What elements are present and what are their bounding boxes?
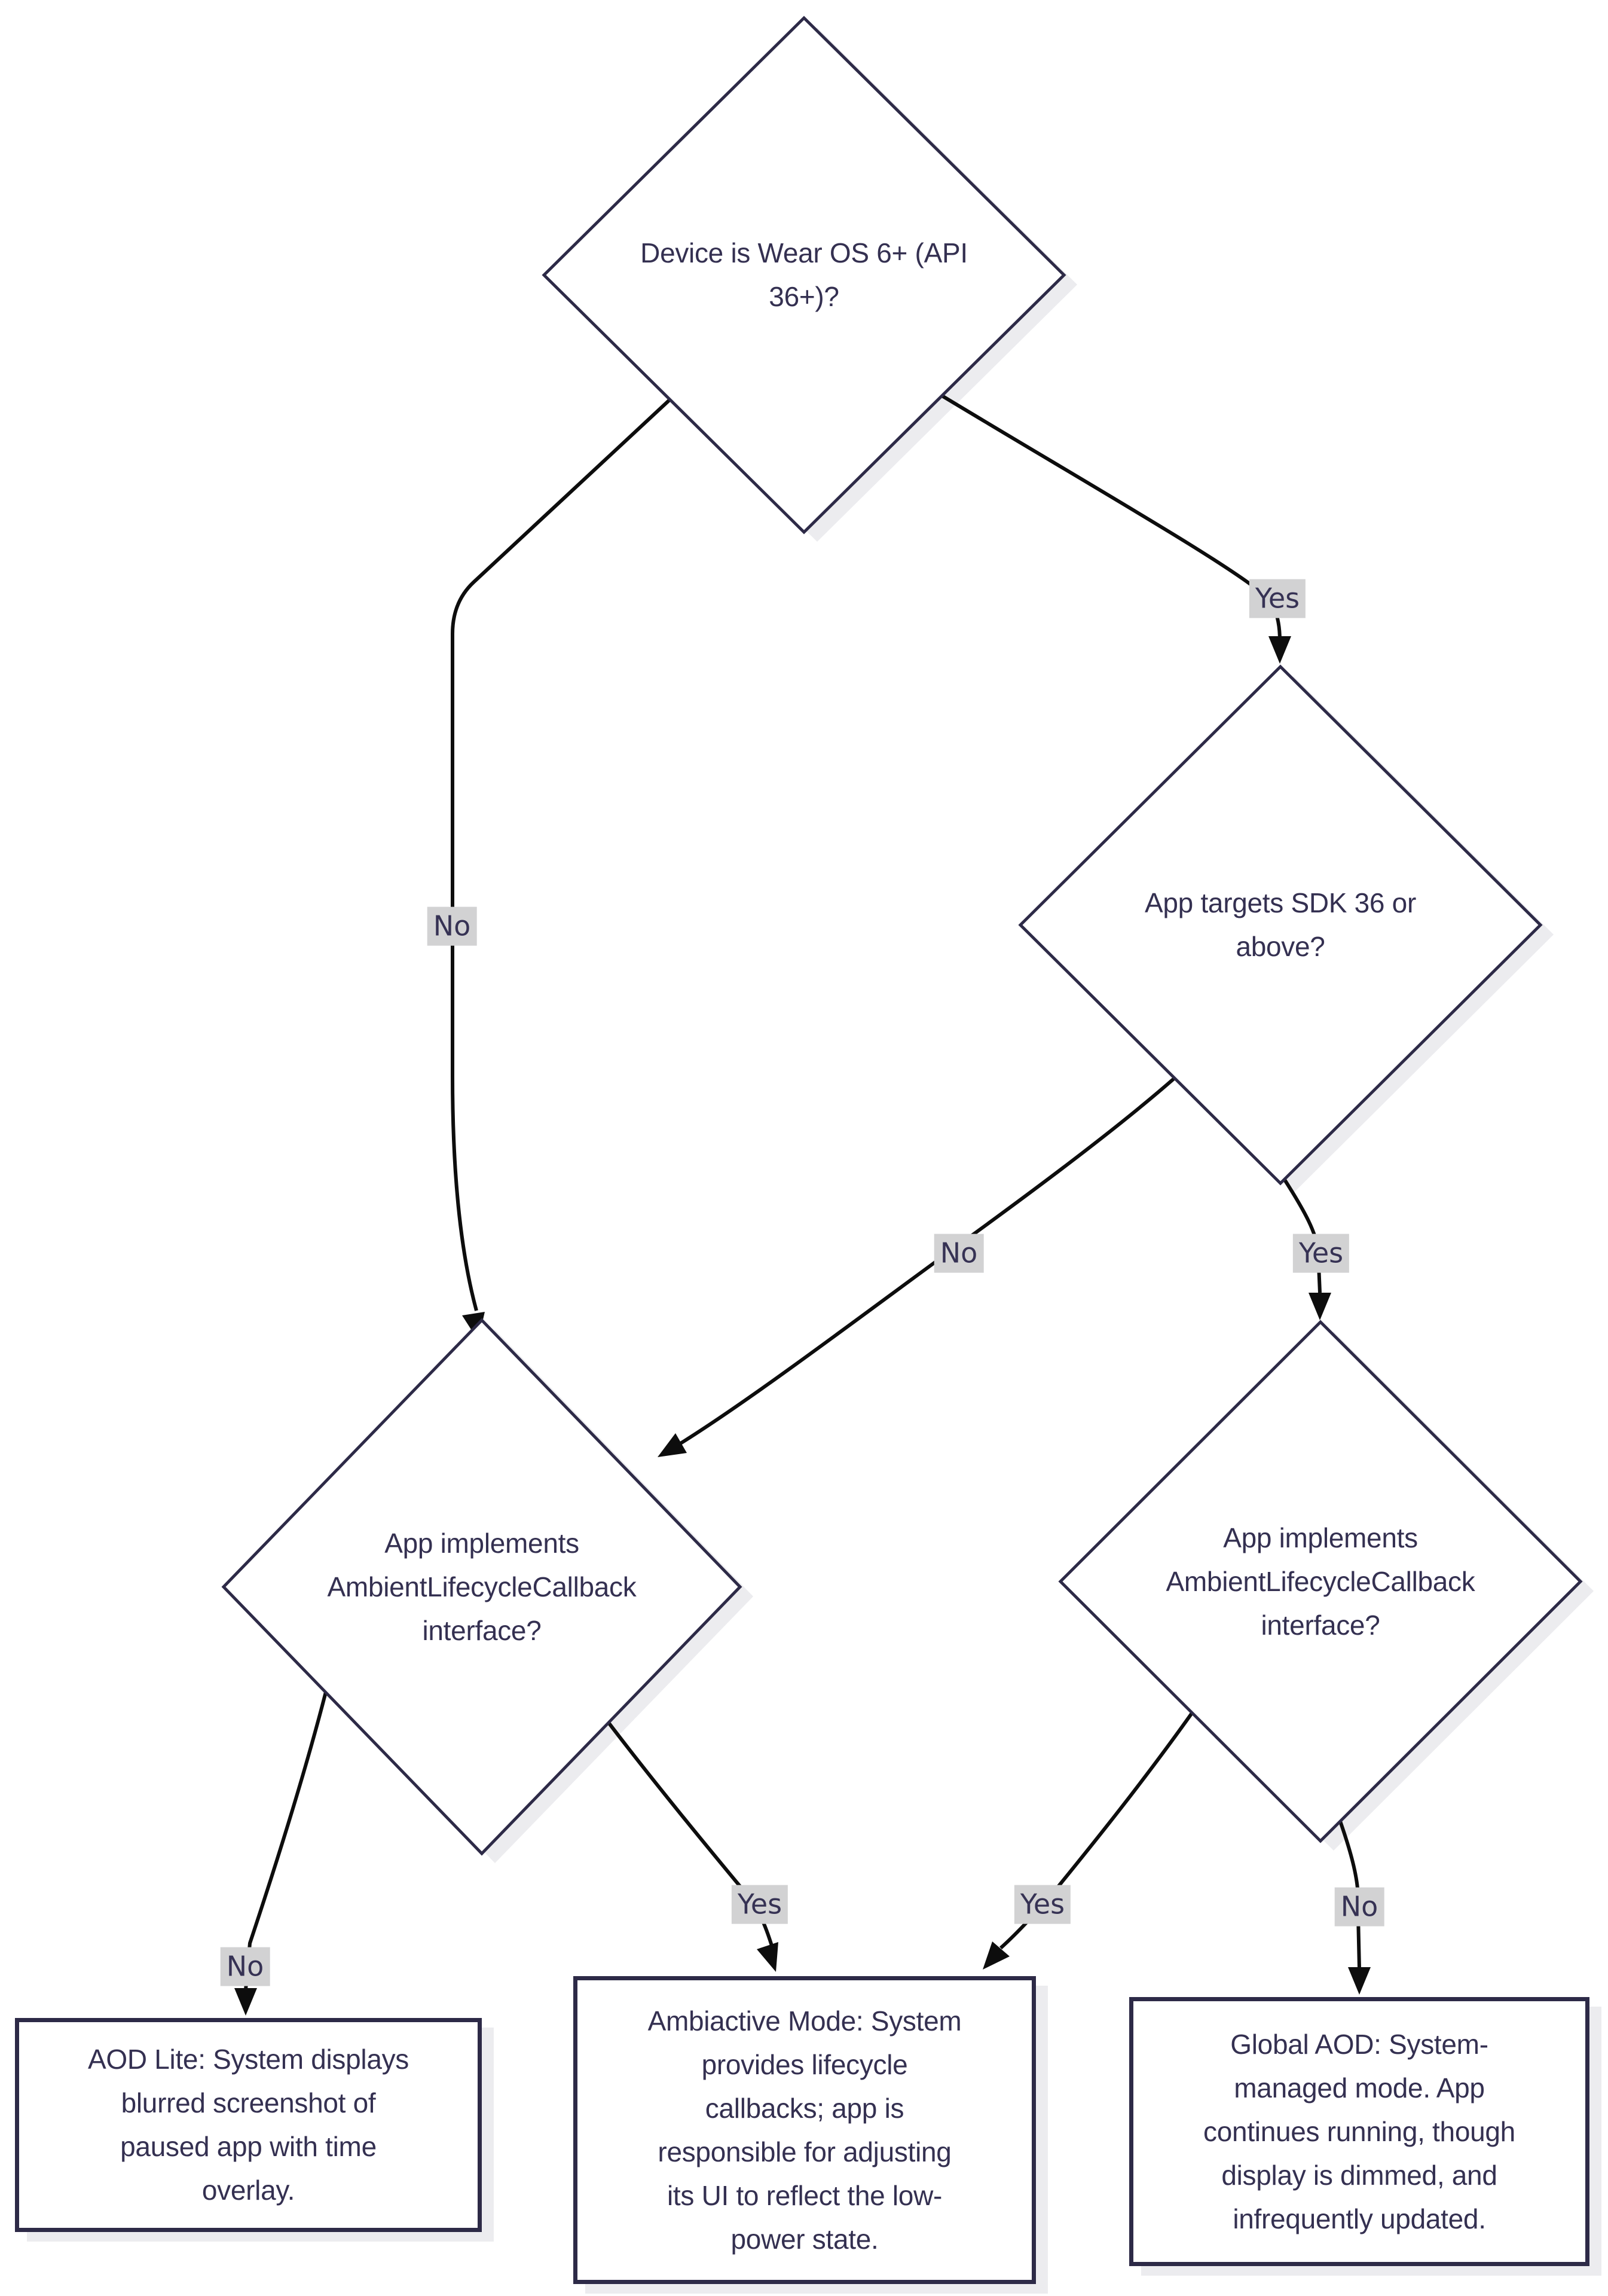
decision-node-root bbox=[613, 155, 995, 395]
decision-node-ambient-right bbox=[1129, 1450, 1512, 1713]
result-box-global-aod-label: Global AOD: System-managed mode. App continues running, though display is dimmed, and infrequently updated. bbox=[1203, 2028, 1515, 2234]
result-box-aod-lite-label: AOD Lite: System displays blurred screenshot of paused app with time overlay. bbox=[87, 2044, 409, 2206]
decision-node-sdk-label: App targets SDK 36 or above? bbox=[1145, 887, 1416, 962]
edge-label-ambient-left-ambiactive-yes: Yes bbox=[732, 1885, 788, 1924]
result-box-global-aod bbox=[1129, 1997, 1589, 2266]
result-box-aod-lite bbox=[15, 2018, 482, 2232]
decision-node-ambient-left-label: App implements AmbientLifecycleCallback interface? bbox=[327, 1527, 637, 1646]
result-box-ambiactive-label: Ambiactive Mode: System provides lifecycle callbacks; app is responsible for adjusting its UI to reflect the low-power state. bbox=[647, 2005, 962, 2255]
arrowhead-sdk-ambient-right bbox=[1309, 1293, 1331, 1320]
edge-line-root-ambient-left bbox=[453, 399, 670, 1311]
decision-node-ambient-right-label: App implements AmbientLifecycleCallback interface? bbox=[1166, 1522, 1475, 1641]
arrowhead-sdk-ambient-left bbox=[658, 1433, 687, 1457]
edge-label-sdk-ambient-right-yes: Yes bbox=[1293, 1234, 1349, 1273]
arrowhead-ambient-left-ambiactive bbox=[757, 1942, 778, 1972]
arrowhead-ambient-right-global-aod bbox=[1348, 1967, 1371, 1995]
edge-label-root-ambient-left-no: No bbox=[427, 907, 477, 946]
edge-label-ambient-right-global-aod-no: No bbox=[1335, 1888, 1384, 1926]
edge-line-ambient-left-aod-lite bbox=[246, 1692, 326, 1990]
edge-label-ambient-right-ambiactive-yes: Yes bbox=[1014, 1885, 1071, 1924]
arrowhead-root-sdk bbox=[1268, 636, 1291, 664]
edge-line-root-sdk bbox=[942, 396, 1280, 657]
arrowhead-ambient-left-aod-lite bbox=[234, 1988, 257, 2016]
decision-node-ambient-left bbox=[291, 1455, 673, 1718]
result-box-ambiactive bbox=[573, 1976, 1036, 2284]
decision-node-root-label: Device is Wear OS 6+ (API 36+)? bbox=[640, 237, 968, 312]
edge-label-sdk-ambient-left-no: No bbox=[934, 1234, 984, 1273]
edge-line-sdk-ambient-left bbox=[665, 1078, 1175, 1453]
edge-label-ambient-left-aod-lite-no: No bbox=[221, 1947, 270, 1986]
decision-node-sdk bbox=[1113, 805, 1448, 1045]
edge-label-root-sdk-yes: Yes bbox=[1249, 579, 1306, 618]
